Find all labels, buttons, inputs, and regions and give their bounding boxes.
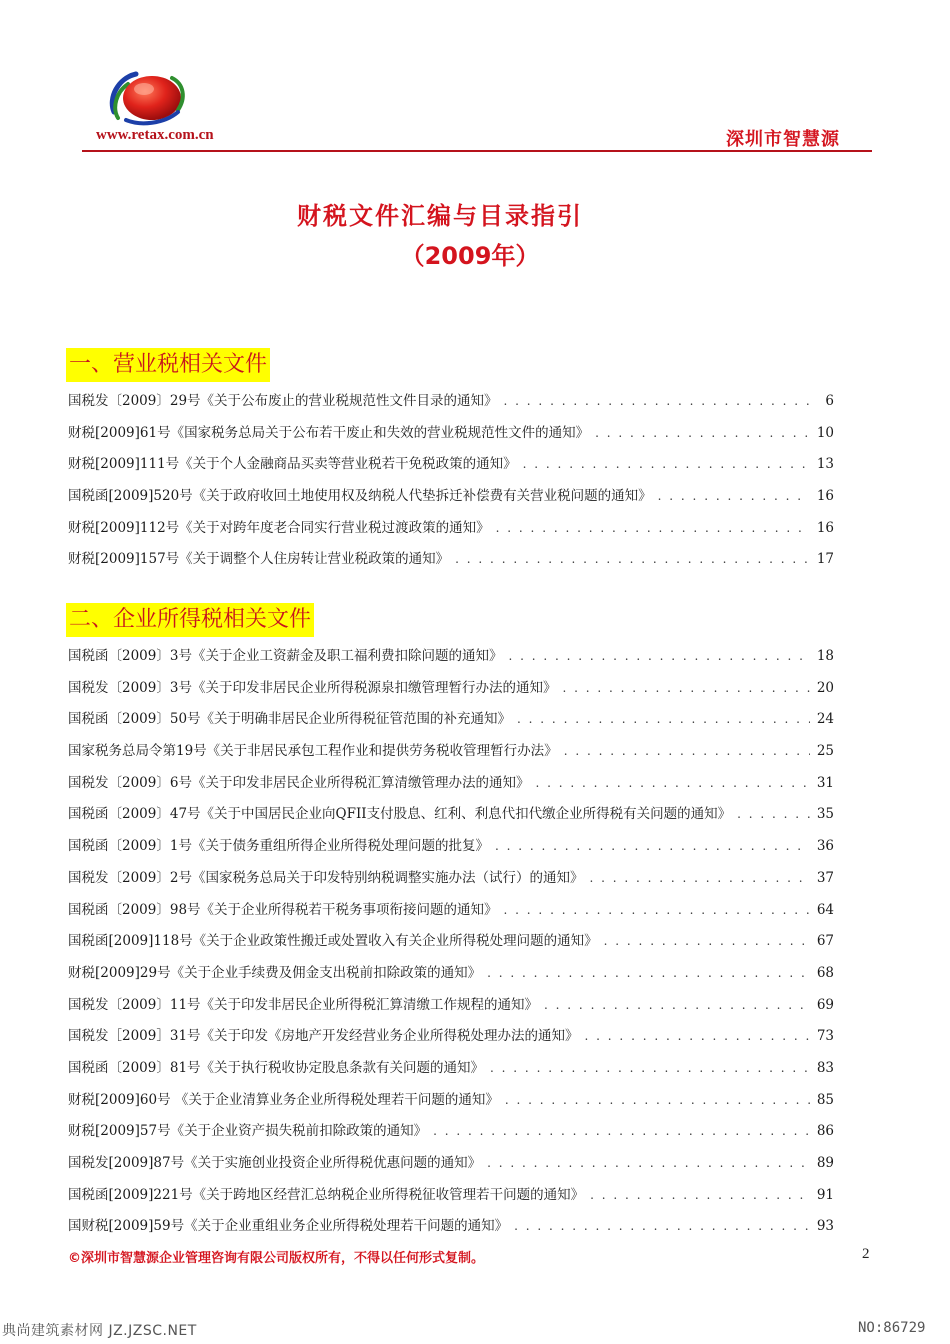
- toc-entry[interactable]: [68, 926, 834, 958]
- section-heading-corporate-income-tax: 二、企业所得税相关文件: [66, 603, 314, 637]
- dot-leader: [495, 831, 810, 863]
- toc-entry-title: 财税[2009]60号 《关于企业清算业务企业所得税处理若干问题的通知》: [68, 1091, 499, 1108]
- toc-entry[interactable]: [68, 513, 834, 545]
- header-divider: [82, 150, 872, 152]
- toc-entry-title: 财税[2009]112号《关于对跨年度老合同实行营业税过渡政策的通知》: [68, 519, 490, 536]
- dot-leader: [455, 544, 810, 576]
- dot-leader: [564, 736, 810, 768]
- toc-entry[interactable]: [68, 418, 834, 450]
- toc-entry-page: 83: [816, 1059, 834, 1076]
- section-heading-business-tax: 一、营业税相关文件: [66, 348, 270, 382]
- toc-entry[interactable]: [68, 768, 834, 800]
- dot-leader: [658, 481, 810, 513]
- document-title: 财税文件汇编与目录指引: [297, 202, 583, 230]
- toc-entry-title: 财税[2009]57号《关于企业资产损失税前扣除政策的通知》: [68, 1123, 428, 1140]
- site-url[interactable]: www.retax.com.cn: [96, 127, 214, 143]
- toc-entry-title: 国税函〔2009〕50号《关于明确非居民企业所得税征管范围的补充通知》: [68, 711, 512, 728]
- toc-entry-page: 64: [816, 901, 834, 918]
- header-brand: 深圳市智慧源: [726, 129, 840, 150]
- toc-entry[interactable]: [68, 958, 834, 990]
- dot-leader: [523, 449, 810, 481]
- dot-leader: [505, 1085, 810, 1117]
- toc-entry-page: 37: [816, 869, 834, 886]
- toc-entry[interactable]: [68, 1116, 834, 1148]
- toc-entry-title: 国税函〔2009〕47号《关于中国居民企业向QFII支付股息、红利、利息代扣代缴企业所得税有关问题的通知》: [68, 806, 732, 823]
- dot-leader: [544, 990, 810, 1022]
- toc-entry-title: 财税[2009]111号《关于个人金融商品买卖等营业税若干免税政策的通知》: [68, 456, 517, 473]
- toc-entry-page: 93: [816, 1218, 834, 1235]
- toc-entry-page: 17: [816, 551, 834, 568]
- toc-entry-page: 10: [816, 424, 834, 441]
- toc-entry-title: 财税[2009]61号《国家税务总局关于公布若干废止和失效的营业税规范性文件的通知》: [68, 424, 590, 441]
- image-number-watermark: NO:86729: [858, 1320, 926, 1336]
- dot-leader: [562, 673, 810, 705]
- toc-entry-page: 24: [816, 711, 834, 728]
- toc-entry-title: 国税发〔2009〕11号《关于印发非居民企业所得税汇算清缴工作规程的通知》: [68, 996, 539, 1013]
- dot-leader: [508, 641, 810, 673]
- toc-entry-title: 国税函〔2009〕3号《关于企业工资薪金及职工福利费扣除问题的通知》: [68, 648, 503, 664]
- toc-entry[interactable]: [68, 1180, 834, 1212]
- toc-entry[interactable]: [68, 641, 834, 673]
- toc-entry-page: 18: [816, 648, 834, 664]
- toc-entry-title: 国税发[2009]87号《关于实施创业投资企业所得税优惠问题的通知》: [68, 1155, 482, 1171]
- toc-entry-title: 财税[2009]29号《关于企业手续费及佣金支出税前扣除政策的通知》: [68, 964, 482, 981]
- document-subtitle: （2009年）: [400, 242, 540, 270]
- toc-entry[interactable]: [68, 990, 834, 1022]
- toc-entry-page: 16: [816, 519, 834, 536]
- toc-entry-page: 89: [816, 1155, 834, 1171]
- toc-entry[interactable]: [68, 481, 834, 513]
- dot-leader: [585, 1021, 810, 1053]
- toc-entry-page: 25: [816, 743, 834, 760]
- page-number: 2: [862, 1246, 870, 1262]
- toc-entry-title: 国税发〔2009〕29号《关于公布废止的营业税规范性文件目录的通知》: [68, 393, 498, 409]
- toc-entry-title: 国税函〔2009〕98号《关于企业所得税若干税务事项衔接问题的通知》: [68, 901, 498, 918]
- toc-entry[interactable]: [68, 1085, 834, 1117]
- toc-entry-page: 91: [816, 1186, 834, 1203]
- source-watermark: 典尚建筑素材网 JZ.JZSC.NET: [2, 1323, 197, 1339]
- toc-entry[interactable]: [68, 1211, 834, 1243]
- toc-entry[interactable]: [68, 1021, 834, 1053]
- toc-entry[interactable]: [68, 449, 834, 481]
- toc-entry[interactable]: [68, 799, 834, 831]
- toc-entry-page: 16: [816, 488, 834, 505]
- dot-leader: [433, 1116, 810, 1148]
- toc-entry-page: 67: [816, 933, 834, 950]
- dot-leader: [504, 895, 810, 927]
- toc-entry[interactable]: [68, 544, 834, 576]
- dot-leader: [535, 768, 810, 800]
- toc-list-business-tax: [68, 386, 834, 576]
- dot-leader: [737, 799, 810, 831]
- toc-entry[interactable]: [68, 736, 834, 768]
- retax-logo: [108, 68, 188, 126]
- dot-leader: [517, 704, 810, 736]
- toc-entry[interactable]: [68, 386, 834, 418]
- dot-leader: [595, 418, 810, 450]
- toc-entry-title: 国税发［2009］31号《关于印发《房地产开发经营业务企业所得税处理办法的通知》: [68, 1028, 579, 1045]
- toc-entry-title: 国税函[2009]118号《关于企业政策性搬迁或处置收入有关企业所得税处理问题的通知》: [68, 933, 598, 950]
- toc-entry-title: 国税函[2009]520号《关于政府收回土地使用权及纳税人代垫拆迁补偿费有关营业税问题的通知》: [68, 488, 652, 505]
- toc-entry-title: 国税发〔2009〕3号《关于印发非居民企业所得税源泉扣缴管理暂行办法的通知》: [68, 679, 557, 696]
- dot-leader: [514, 1211, 810, 1243]
- toc-entry-title: 国税发〔2009〕2号《国家税务总局关于印发特别纳税调整实施办法（试行）的通知》: [68, 869, 584, 886]
- toc-entry[interactable]: [68, 863, 834, 895]
- toc-entry-title: 国税函[2009]221号《关于跨地区经营汇总纳税企业所得税征收管理若干问题的通知》: [68, 1186, 585, 1203]
- dot-leader: [590, 1180, 810, 1212]
- toc-entry-page: 73: [816, 1028, 834, 1045]
- toc-entry-title: 国家税务总局令第19号《关于非居民承包工程作业和提供劳务税收管理暂行办法》: [68, 743, 558, 760]
- toc-entry[interactable]: [68, 673, 834, 705]
- toc-entry-title: 国税函〔2009〕81号《关于执行税收协定股息条款有关问题的通知》: [68, 1059, 485, 1076]
- toc-entry-page: 31: [816, 774, 834, 791]
- toc-entry-title: 国财税[2009]59号《关于企业重组业务企业所得税处理若干问题的通知》: [68, 1218, 509, 1235]
- dot-leader: [504, 386, 810, 418]
- toc-entry[interactable]: [68, 1148, 834, 1180]
- toc-entry[interactable]: [68, 895, 834, 927]
- dot-leader: [496, 513, 810, 545]
- toc-entry-page: 35: [816, 806, 834, 823]
- toc-entry-page: 68: [816, 964, 834, 981]
- dot-leader: [487, 958, 810, 990]
- toc-entry[interactable]: [68, 1053, 834, 1085]
- toc-entry-page: 20: [816, 679, 834, 696]
- toc-entry-title: 国税发〔2009〕6号《关于印发非居民企业所得税汇算清缴管理办法的通知》: [68, 774, 530, 791]
- toc-entry[interactable]: [68, 831, 834, 863]
- dot-leader: [604, 926, 810, 958]
- dot-leader: [589, 863, 810, 895]
- toc-list-corporate-income-tax: [68, 641, 834, 1243]
- toc-entry-page: 13: [816, 456, 834, 473]
- toc-entry-page: 6: [825, 393, 834, 409]
- dot-leader: [487, 1148, 810, 1180]
- toc-entry-page: 86: [816, 1123, 834, 1140]
- toc-entry-title: 国税函〔2009〕1号《关于债务重组所得企业所得税处理问题的批复》: [68, 838, 489, 855]
- toc-entry-page: 36: [816, 838, 834, 855]
- dot-leader: [490, 1053, 810, 1085]
- toc-entry-page: 85: [816, 1091, 834, 1108]
- toc-entry-page: 69: [816, 996, 834, 1013]
- copyright-notice: ©深圳市智慧源企业管理咨询有限公司版权所有，不得以任何形式复制。: [68, 1251, 485, 1266]
- toc-entry[interactable]: [68, 704, 834, 736]
- toc-entry-title: 财税[2009]157号《关于调整个人住房转让营业税政策的通知》: [68, 551, 450, 568]
